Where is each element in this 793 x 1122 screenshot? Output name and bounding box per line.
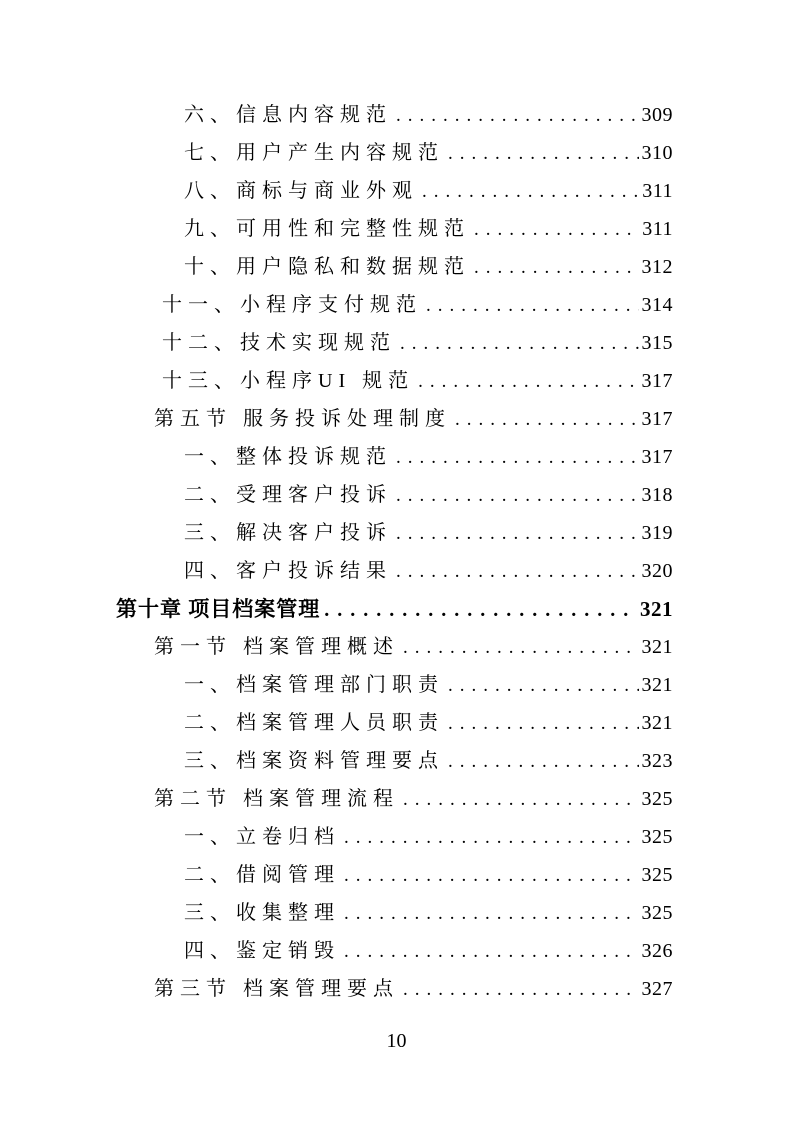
toc-entry-label: 十三、小程序UI 规范 xyxy=(162,370,415,392)
toc-dot-leader xyxy=(448,135,639,173)
toc-entry[interactable] xyxy=(116,552,673,590)
toc-entry-page: 325 xyxy=(641,826,673,848)
toc-dot-leader xyxy=(400,325,639,363)
toc-entry-chapter[interactable] xyxy=(116,590,673,628)
toc-entry-page: 321 xyxy=(641,712,673,734)
toc-entry-label: 六、信息内容规范 xyxy=(184,104,392,126)
toc-entry[interactable] xyxy=(116,970,673,1008)
toc-entry-label: 十二、技术实现规范 xyxy=(162,332,396,354)
toc-entry-page: 317 xyxy=(641,446,673,468)
toc-dot-leader xyxy=(324,591,637,629)
toc-entry[interactable] xyxy=(116,400,673,438)
toc-entry[interactable] xyxy=(116,780,673,818)
toc-entry-label: 三、档案资料管理要点 xyxy=(184,750,444,772)
toc-dot-leader xyxy=(455,401,639,439)
toc-entry-label: 七、用户产生内容规范 xyxy=(184,142,444,164)
toc-entry-label: 十一、小程序支付规范 xyxy=(162,294,422,316)
toc-entry[interactable] xyxy=(116,628,673,666)
toc-entry-label: 三、收集整理 xyxy=(184,902,340,924)
toc-entry-label: 一、整体投诉规范 xyxy=(184,446,392,468)
toc-entry[interactable] xyxy=(116,514,673,552)
toc-entry[interactable] xyxy=(116,362,673,400)
toc-entry[interactable] xyxy=(116,894,673,932)
toc-entry-page: 320 xyxy=(641,560,673,582)
toc-dot-leader xyxy=(344,933,639,971)
toc-entry-label: 四、鉴定销毁 xyxy=(184,940,340,962)
toc-entry-label: 九、可用性和完整性规范 xyxy=(184,218,470,240)
toc-entry[interactable] xyxy=(116,324,673,362)
toc-entry-label: 二、借阅管理 xyxy=(184,864,340,886)
toc-dot-leader xyxy=(426,287,639,325)
toc-entry[interactable] xyxy=(116,932,673,970)
toc-dot-leader xyxy=(396,477,639,515)
toc-entry[interactable] xyxy=(116,666,673,704)
toc-entry[interactable] xyxy=(116,818,673,856)
toc-dot-leader xyxy=(396,553,639,591)
table-of-contents xyxy=(116,96,673,1008)
toc-entry-page: 319 xyxy=(641,522,673,544)
toc-entry-page: 311 xyxy=(642,180,673,202)
toc-entry[interactable] xyxy=(116,856,673,894)
toc-dot-leader xyxy=(474,211,639,249)
toc-entry-page: 318 xyxy=(641,484,673,506)
toc-entry-label: 第三节 档案管理要点 xyxy=(154,978,399,1000)
toc-entry-label: 一、档案管理部门职责 xyxy=(184,674,444,696)
toc-dot-leader xyxy=(344,857,639,895)
toc-entry-label: 二、档案管理人员职责 xyxy=(184,712,444,734)
toc-entry-label: 三、解决客户投诉 xyxy=(184,522,392,544)
toc-entry-page: 325 xyxy=(641,788,673,810)
toc-entry[interactable] xyxy=(116,438,673,476)
toc-entry-page: 325 xyxy=(641,902,673,924)
toc-entry-page: 315 xyxy=(641,332,673,354)
toc-entry[interactable] xyxy=(116,96,673,134)
toc-entry-page: 309 xyxy=(641,104,673,126)
toc-entry-label: 一、立卷归档 xyxy=(184,826,340,848)
toc-entry-page: 317 xyxy=(641,370,673,392)
toc-entry-page: 325 xyxy=(641,864,673,886)
toc-entry-page: 311 xyxy=(642,218,673,240)
toc-entry-page: 312 xyxy=(641,256,673,278)
toc-entry-page: 317 xyxy=(641,408,673,430)
toc-entry[interactable] xyxy=(116,704,673,742)
toc-entry-page: 321 xyxy=(641,636,673,658)
toc-dot-leader xyxy=(448,743,639,781)
toc-dot-leader xyxy=(418,363,638,401)
toc-entry[interactable] xyxy=(116,286,673,324)
toc-dot-leader xyxy=(344,819,639,857)
toc-entry[interactable] xyxy=(116,248,673,286)
toc-entry-label: 第十章 项目档案管理 xyxy=(116,597,321,621)
toc-entry-page: 314 xyxy=(641,294,673,316)
toc-entry-label: 第五节 服务投诉处理制度 xyxy=(154,408,451,430)
toc-entry[interactable] xyxy=(116,476,673,514)
toc-dot-leader xyxy=(422,173,639,211)
toc-dot-leader xyxy=(448,705,639,743)
toc-dot-leader xyxy=(448,667,639,705)
toc-entry-label: 二、受理客户投诉 xyxy=(184,484,392,506)
page-number: 10 xyxy=(386,1030,407,1052)
toc-entry[interactable] xyxy=(116,210,673,248)
toc-entry-page: 326 xyxy=(641,940,673,962)
toc-dot-leader xyxy=(396,97,639,135)
toc-entry-label: 四、客户投诉结果 xyxy=(184,560,392,582)
toc-dot-leader xyxy=(403,971,639,1009)
toc-dot-leader xyxy=(396,439,639,477)
toc-dot-leader xyxy=(403,629,639,667)
toc-entry-page: 321 xyxy=(641,674,673,696)
toc-entry-page: 321 xyxy=(640,597,673,621)
toc-entry-label: 第一节 档案管理概述 xyxy=(154,636,399,658)
toc-entry[interactable] xyxy=(116,134,673,172)
toc-dot-leader xyxy=(474,249,639,287)
toc-entry-label: 十、用户隐私和数据规范 xyxy=(184,256,470,278)
toc-entry-page: 323 xyxy=(641,750,673,772)
toc-dot-leader xyxy=(396,515,639,553)
toc-entry[interactable] xyxy=(116,172,673,210)
toc-dot-leader xyxy=(403,781,639,819)
toc-dot-leader xyxy=(344,895,639,933)
toc-entry-page: 310 xyxy=(641,142,673,164)
toc-entry-label: 第二节 档案管理流程 xyxy=(154,788,399,810)
toc-entry-label: 八、商标与商业外观 xyxy=(184,180,418,202)
toc-entry-page: 327 xyxy=(641,978,673,1000)
toc-entry[interactable] xyxy=(116,742,673,780)
